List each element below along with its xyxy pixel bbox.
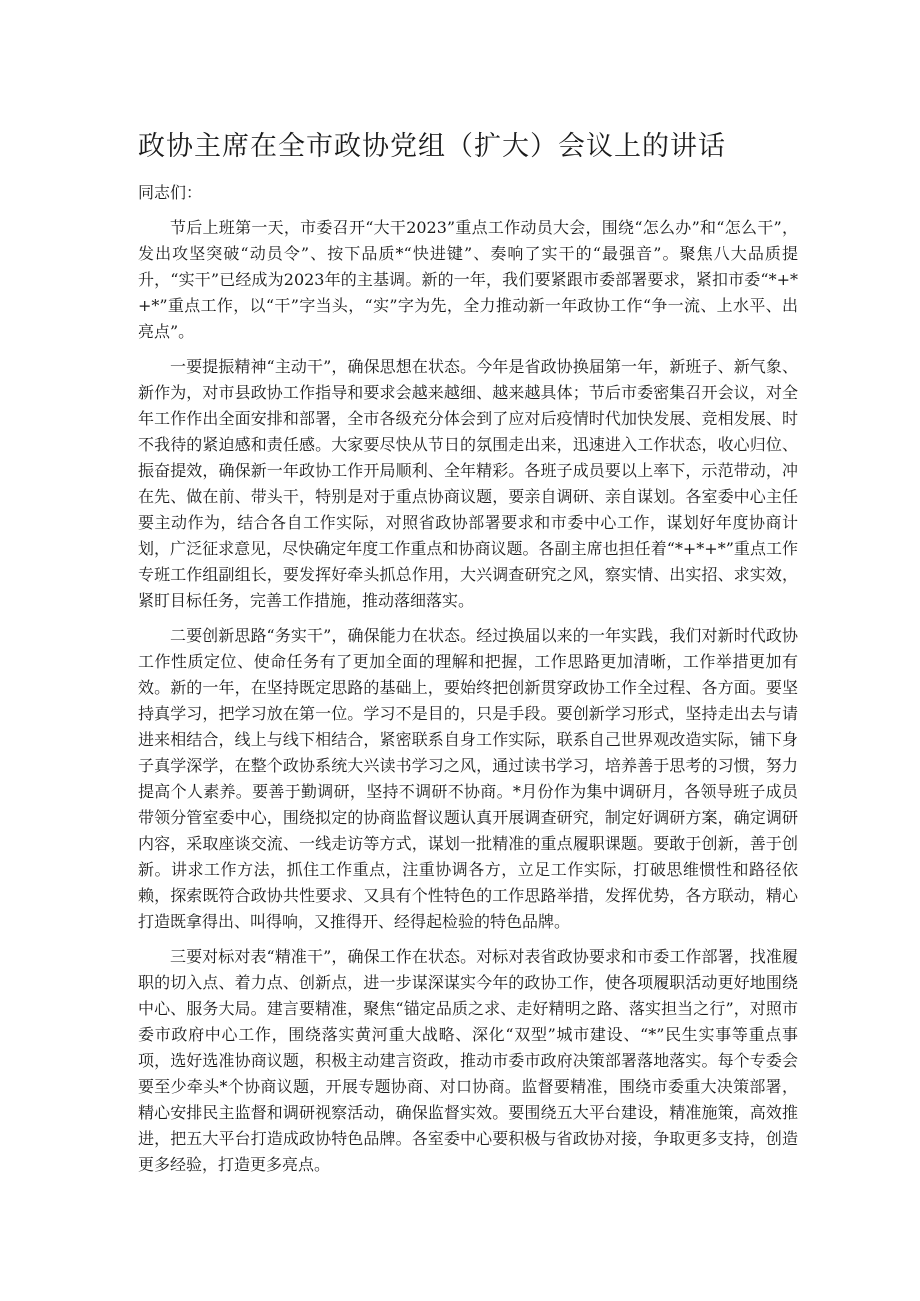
paragraph-point-two: 二要创新思路“务实干”，确保能力在状态。经过换届以来的一年实践，我们对新时代政协工作性质定位、使命任务有了更加全面的理解和把握，工作思路更加清晰，工作举措更加有效。新的一年，在坚持既定思路的基础上，要始终把创新贯穿政协工作全过程、各方面。要坚持真学习，把学习放在第一位。学习不是目的，只是手段。要创新学习形式，坚持走出去与请进来相结合，线上与线下相结合，紧密联系自身工作实际，联系自己世界观改造实际，铺下身子真学深学，在整个政协系统大兴读书学习之风，通过读书学习，培养善于思考的习惯，努力提高个人素养。要善于勤调研，坚持不调研不协商。*月份作为集中调研月，各领导班子成员带领分管室委中心，围绕拟定的协商监督议题认真开展调查研究，制定好调研方案，确定调研内容，采取座谈交流、一线走访等方式，谋划一批精准的重点履职课题。要敢于创新，善于创新。讲求工作方法，抓住工作重点，注重协调各方，立足工作实际，打破思维惯性和路径依赖，探索既符合政协共性要求、又具有个性特色的工作思路举措，发挥优势，各方联动，精心打造既拿得出、叫得响，又推得开、经得起检验的特色品牌。 xyxy=(138,626,798,931)
page-title: 政协主席在全市政协党组（扩大）会议上的讲话 xyxy=(138,131,726,162)
paragraph-point-one: 一要提振精神“主动干”，确保思想在状态。今年是省政协换届第一年，新班子、新气象、新作为，对市县政协工作指导和要求会越来越细、越来越具体；节后市委密集召开会议，对全年工作作出全面安排和部署，全市各级充分体会到了应对后疫情时代加快发展、竞相发展、时不我待的紧迫感和责任感。大家要尽快从节日的氛围走出来，迅速进入工作状态，收心归位、振奋提效，确保新一年政协工作开局顺利、全年精彩。各班子成员要以上率下，示范带动，冲在先、做在前、带头干，特别是对于重点协商议题，要亲自调研、亲自谋划。各室委中心主任要主动作为，结合各自工作实际，对照省政协部署要求和市委中心工作，谋划好年度协商计划，广泛征求意见，尽快确定年度工作重点和协商议题。各副主席也担任着“*+*+*”重点工作专班工作组副组长，要发挥好牵头抓总作用，大兴调查研究之风，察实情、出实招、求实效，紧盯目标任务，完善工作措施，推动落细落实。 xyxy=(138,357,798,610)
salutation: 同志们： xyxy=(138,183,203,202)
paragraph-intro: 节后上班第一天，市委召开“大干2023”重点工作动员大会，围绕“怎么办”和“怎么干”，发出攻坚突破“动员令”、按下品质*“快进键”、奏响了实干的“最强音”。聚焦八大品质提升，“实干”已经成为2023年的主基调。新的一年，我们要紧跟市委部署要求，紧扣市委“*+*+*”重点工作，以“干”字当头，“实”字为先，全力推动新一年政协工作“争一流、上水平、出亮点”。 xyxy=(138,218,798,341)
paragraph-point-three: 三要对标对表“精准干”，确保工作在状态。对标对表省政协要求和市委工作部署，找准履职的切入点、着力点、创新点，进一步谋深谋实今年的政协工作，使各项履职活动更好地围绕中心、服务大局。建言要精准，聚焦“锚定品质之求、走好精明之路、落实担当之行”，对照市委市政府中心工作，围绕落实黄河重大战略、深化“双型”城市建设、“*”民生实事等重点事项，选好选准协商议题，积极主动建言资政，推动市委市政府决策部署落地落实。每个专委会要至少牵头*个协商议题，开展专题协商、对口协商。监督要精准，围绕市委重大决策部署，精心安排民主监督和调研视察活动，确保监督实效。要围绕五大平台建设，精准施策，高效推进，把五大平台打造成政协特色品牌。各室委中心要积极与省政协对接，争取更多支持，创造更多经验，打造更多亮点。 xyxy=(138,947,798,1174)
document-body xyxy=(138,180,798,1187)
